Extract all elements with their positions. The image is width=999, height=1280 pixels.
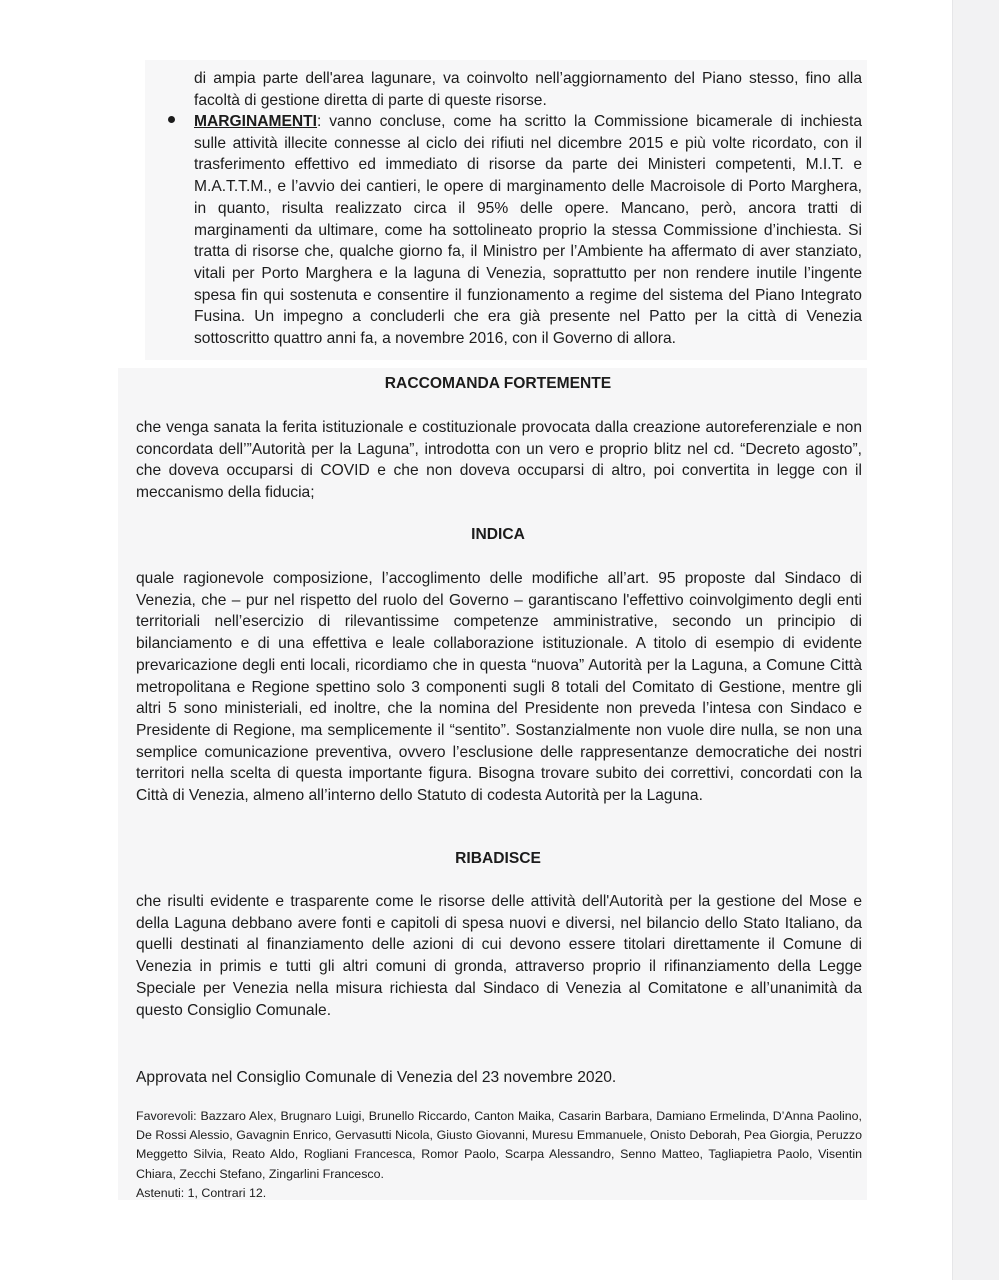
ribadisce-paragraph: che risulti evidente e trasparente come le risorse delle attività dell'Autorità per la gestione del Mose e della Laguna debbano avere fonti e capitoli di spesa nuovi e diversi, nel bilancio dello Stato Italiano, da quelli destinati al finanziamento delle azioni di cui devono essere titolari direttamente il Comune di Venezia in primis e tutti gli altri comuni di gronda, attraverso proprio il rifinanziamento della Legge Speciale per Venezia nella misura richiesta dal Sindaco di Venezia al Comitatone e all’unanimità da questo Consiglio Comunale. [136, 893, 862, 1019]
votes-astenuti-contrari: Astenuti: 1, Contrari 12. [136, 1186, 267, 1200]
marginamenti-paragraph [194, 111, 862, 350]
heading-indica: INDICA [471, 526, 525, 543]
votes-favorevoli: Favorevoli: Bazzaro Alex, Brugnaro Luigi, Brunello Riccardo, Canton Maika, Casarin Barbara, Damiano Ermelinda, D’Anna Paolino, De Rossi Alessio, Gavagnin Enrico, Gervasutti Nicola, Giusto Giovanni, Muresu Emmanuele, Onisto Deborah, Pea Giorgia, Peruzzo Meggetto Silvia, Reato Aldo, Rogliani Francesca, Romor Paolo, Scarpa Alessandro, Senno Matteo, Tagliapietra Paolo, Visentin Chiara, Zecchi Stefano, Zingarlini Francesco. [136, 1109, 862, 1181]
heading-ribadisce: RIBADISCE [455, 850, 541, 867]
marginamenti-text: : vanno concluse, come ha scritto la Commissione bicamerale di inchiesta sulle attività illecite connesse al ciclo dei rifiuti nel dicembre 2015 e più volte ricordato, con il trasferimento effettivo ed immediato di risorse da parte dei Ministeri competenti, M.I.T. e M.A.T.T.M., e l’avvio dei cantieri, le opere di marginamento delle Macroisole di Porto Marghera, in quanto, risulta realizzato circa il 95% delle opere. Mancano, però, ancora tratti di marginamenti da ultimare, come ha sottolineato proprio la stessa Commissione d’inchiesta. Si tratta di risorse che, qualche giorno fa, il Ministro per l’Ambiente ha affermato di aver stanziato, vitali per Porto Marghera e la laguna di Venezia, soprattutto per non rendere inutile l’ingente spesa fin qui sostenuta e consentire il funzionamento a regime del sistema del Piano Integrato Fusina. Un impegno a concluderli che era già presente nel Patto per la città di Venezia sottoscritto quattro anni fa, a novembre 2016, con il Governo di allora. [194, 113, 862, 348]
approval-statement: Approvata nel Consiglio Comunale di Venezia del 23 novembre 2020. [136, 1069, 617, 1086]
raccomanda-paragraph: che venga sanata la ferita istituzionale e costituzionale provocata dalla creazione autoreferenziale e non concordata dell’”Autorità per la Laguna”, introdotta con un vero e proprio blitz nel cd. “Decreto agosto”, che doveva occuparsi di COVID e che non doveva occuparsi di altro, poi convertita in legge con il meccanismo della fiducia; [136, 419, 862, 502]
heading-raccomanda: RACCOMANDA FORTEMENTE [384, 375, 612, 392]
bullet-icon [168, 116, 175, 123]
paragraph-continuation: di ampia parte dell'area lagunare, va coinvolto nell’aggiornamento del Piano stesso, fino alla facoltà di gestione diretta di parte di queste risorse. [194, 70, 862, 109]
indica-paragraph: quale ragionevole composizione, l’accoglimento delle modifiche all’art. 95 proposte dal Sindaco di Venezia, che – pur nel rispetto del ruolo del Governo – garantiscano l'effettivo coinvolgimento degli enti territoriali nell’esercizio di rilevantissime competenze amministrative, secondo un principio di bilanciamento e di una effettiva e leale collaborazione istituzionale. A titolo di esempio di evidente prevaricazione degli enti locali, ricordiamo che in questa “nuova” Autorità per la Laguna, a Comune Città metropolitana e Regione spettino solo 3 componenti sugli 8 totali del Comitato di Gestione, mentre gli altri 5 sono ministeriali, ed inoltre, che la nomina del Presidente non preveda l’intesa con Sindaco e Presidente di Regione, ma semplicemente il “sentito”. Sostanzialmente non vuole dire nulla, se non una semplice comunicazione preventiva, ovvero l’esclusione delle rappresentanze democratiche dei nostri territori nella scelta di questa importante figura. Bisogna trovare subito dei correttivi, concordati con la Città di Venezia, almeno all’interno dello Statuto di codesta Autorità per la Laguna. [136, 570, 862, 805]
marginamenti-title: MARGINAMENTI [194, 113, 318, 130]
